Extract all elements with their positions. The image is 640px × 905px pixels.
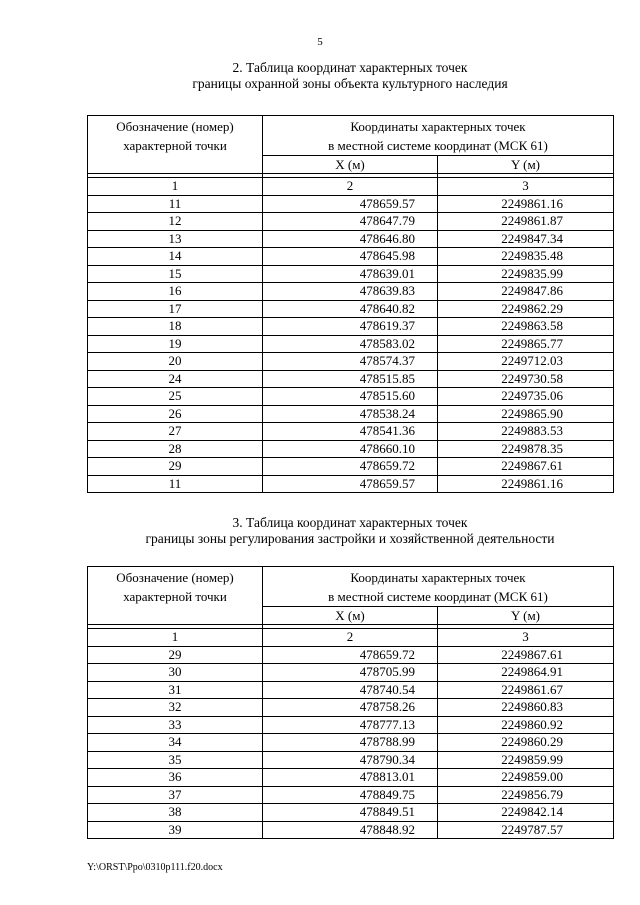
point-number: 33 xyxy=(88,716,263,734)
x-coordinate: 478639.83 xyxy=(263,283,438,301)
table-row xyxy=(88,423,614,441)
x-coordinate: 478705.99 xyxy=(263,664,438,682)
x-coordinate: 478777.13 xyxy=(263,716,438,734)
table-row xyxy=(88,388,614,406)
x-coordinate: 2 xyxy=(263,629,438,647)
page-number: 5 xyxy=(317,36,323,48)
point-number: 14 xyxy=(88,248,263,266)
x-coordinate: 478541.36 xyxy=(263,423,438,441)
table-row xyxy=(88,405,614,423)
y-coordinate: 2249735.06 xyxy=(438,388,614,406)
table2-header-y: Y (м) xyxy=(438,156,614,174)
table3-caption xyxy=(87,515,613,547)
table2-header-designation-line2: характерной точки xyxy=(123,138,227,153)
x-coordinate: 478647.79 xyxy=(263,213,438,231)
table-row xyxy=(88,734,614,752)
point-number: 24 xyxy=(88,370,263,388)
table-row xyxy=(88,195,614,213)
x-coordinate: 478758.26 xyxy=(263,699,438,717)
table-row xyxy=(88,769,614,787)
y-coordinate: 2249847.34 xyxy=(438,230,614,248)
x-coordinate: 478790.34 xyxy=(263,751,438,769)
point-number: 31 xyxy=(88,681,263,699)
y-coordinate: 2249712.03 xyxy=(438,353,614,371)
table-row xyxy=(88,646,614,664)
y-coordinate: 2249860.83 xyxy=(438,699,614,717)
x-coordinate: 478788.99 xyxy=(263,734,438,752)
table3-header-coordinates-line2: в местной системе координат (МСК 61) xyxy=(328,589,548,604)
point-number: 1 xyxy=(88,629,263,647)
y-coordinate: 2249861.87 xyxy=(438,213,614,231)
table-row xyxy=(88,248,614,266)
point-number: 26 xyxy=(88,405,263,423)
table3-caption-line2: границы зоны регулирования застройки и хозяйственной деятельности xyxy=(145,531,555,546)
y-coordinate: 2249861.16 xyxy=(438,195,614,213)
y-coordinate: 2249730.58 xyxy=(438,370,614,388)
x-coordinate: 478848.92 xyxy=(263,821,438,839)
table3-header-designation-line2: характерной точки xyxy=(123,589,227,604)
table2-header-designation xyxy=(88,116,263,174)
x-coordinate: 2 xyxy=(263,178,438,196)
x-coordinate: 478659.57 xyxy=(263,195,438,213)
y-coordinate: 2249860.29 xyxy=(438,734,614,752)
y-coordinate: 2249861.16 xyxy=(438,475,614,493)
x-coordinate: 478645.98 xyxy=(263,248,438,266)
point-number: 39 xyxy=(88,821,263,839)
table3-header-x: X (м) xyxy=(263,607,438,625)
y-coordinate: 2249867.61 xyxy=(438,646,614,664)
y-coordinate: 2249847.86 xyxy=(438,283,614,301)
table2-caption xyxy=(87,60,613,92)
y-coordinate: 3 xyxy=(438,629,614,647)
point-number: 28 xyxy=(88,440,263,458)
x-coordinate: 478740.54 xyxy=(263,681,438,699)
column-index-row xyxy=(88,629,614,647)
table3-header-designation-line1: Обозначение (номер) xyxy=(116,570,234,585)
table-row xyxy=(88,716,614,734)
table3-header-y: Y (м) xyxy=(438,607,614,625)
y-coordinate: 2249883.53 xyxy=(438,423,614,441)
x-coordinate: 478849.51 xyxy=(263,804,438,822)
table3-caption-line1: 3. Таблица координат характерных точек xyxy=(232,515,468,530)
table2-body xyxy=(88,178,614,493)
table2-coordinates xyxy=(87,115,614,493)
x-coordinate: 478515.60 xyxy=(263,388,438,406)
table-row xyxy=(88,699,614,717)
table-row xyxy=(88,458,614,476)
footer-file-path: Y:\ORST\Ppo\0310p111.f20.docx xyxy=(87,862,223,873)
table3-header-designation xyxy=(88,567,263,625)
column-index-row xyxy=(88,178,614,196)
x-coordinate: 478813.01 xyxy=(263,769,438,787)
y-coordinate: 2249862.29 xyxy=(438,300,614,318)
point-number: 16 xyxy=(88,283,263,301)
point-number: 11 xyxy=(88,195,263,213)
table-row xyxy=(88,370,614,388)
point-number: 36 xyxy=(88,769,263,787)
table2-header-coordinates-line2: в местной системе координат (МСК 61) xyxy=(328,138,548,153)
x-coordinate: 478646.80 xyxy=(263,230,438,248)
point-number: 37 xyxy=(88,786,263,804)
table3-header-coordinates xyxy=(263,567,614,607)
table2-header-coordinates xyxy=(263,116,614,156)
x-coordinate: 478639.01 xyxy=(263,265,438,283)
y-coordinate: 2249787.57 xyxy=(438,821,614,839)
y-coordinate: 2249863.58 xyxy=(438,318,614,336)
table3-coordinates xyxy=(87,566,614,839)
y-coordinate: 2249835.99 xyxy=(438,265,614,283)
table-row xyxy=(88,213,614,231)
table-row xyxy=(88,475,614,493)
y-coordinate: 2249861.67 xyxy=(438,681,614,699)
table-row xyxy=(88,681,614,699)
table-row xyxy=(88,821,614,839)
table-row xyxy=(88,751,614,769)
point-number: 1 xyxy=(88,178,263,196)
point-number: 27 xyxy=(88,423,263,441)
x-coordinate: 478659.72 xyxy=(263,458,438,476)
table-row xyxy=(88,318,614,336)
y-coordinate: 2249856.79 xyxy=(438,786,614,804)
table-row xyxy=(88,353,614,371)
table2-caption-line2: границы охранной зоны объекта культурного наследия xyxy=(192,76,508,91)
x-coordinate: 478849.75 xyxy=(263,786,438,804)
y-coordinate: 2249859.99 xyxy=(438,751,614,769)
x-coordinate: 478660.10 xyxy=(263,440,438,458)
y-coordinate: 2249835.48 xyxy=(438,248,614,266)
point-number: 20 xyxy=(88,353,263,371)
x-coordinate: 478659.72 xyxy=(263,646,438,664)
x-coordinate: 478640.82 xyxy=(263,300,438,318)
point-number: 35 xyxy=(88,751,263,769)
y-coordinate: 2249864.91 xyxy=(438,664,614,682)
table2-header-x: X (м) xyxy=(263,156,438,174)
table-row xyxy=(88,230,614,248)
x-coordinate: 478538.24 xyxy=(263,405,438,423)
point-number: 18 xyxy=(88,318,263,336)
table3-header-coordinates-line1: Координаты характерных точек xyxy=(350,570,526,585)
point-number: 13 xyxy=(88,230,263,248)
table2-header-designation-line1: Обозначение (номер) xyxy=(116,119,234,134)
table3-body xyxy=(88,629,614,839)
table2-header-coordinates-line1: Координаты характерных точек xyxy=(350,119,526,134)
point-number: 30 xyxy=(88,664,263,682)
y-coordinate: 2249860.92 xyxy=(438,716,614,734)
x-coordinate: 478619.37 xyxy=(263,318,438,336)
table2-caption-line1: 2. Таблица координат характерных точек xyxy=(232,60,468,75)
y-coordinate: 2249867.61 xyxy=(438,458,614,476)
table-row xyxy=(88,300,614,318)
x-coordinate: 478515.85 xyxy=(263,370,438,388)
y-coordinate: 2249865.90 xyxy=(438,405,614,423)
point-number: 25 xyxy=(88,388,263,406)
table-row xyxy=(88,335,614,353)
point-number: 34 xyxy=(88,734,263,752)
point-number: 29 xyxy=(88,458,263,476)
point-number: 15 xyxy=(88,265,263,283)
y-coordinate: 3 xyxy=(438,178,614,196)
table-row xyxy=(88,664,614,682)
table-row xyxy=(88,786,614,804)
point-number: 12 xyxy=(88,213,263,231)
y-coordinate: 2249859.00 xyxy=(438,769,614,787)
point-number: 29 xyxy=(88,646,263,664)
table-row xyxy=(88,265,614,283)
table-row xyxy=(88,440,614,458)
point-number: 19 xyxy=(88,335,263,353)
y-coordinate: 2249865.77 xyxy=(438,335,614,353)
point-number: 11 xyxy=(88,475,263,493)
table-row xyxy=(88,804,614,822)
x-coordinate: 478574.37 xyxy=(263,353,438,371)
y-coordinate: 2249842.14 xyxy=(438,804,614,822)
x-coordinate: 478659.57 xyxy=(263,475,438,493)
point-number: 17 xyxy=(88,300,263,318)
table-row xyxy=(88,283,614,301)
x-coordinate: 478583.02 xyxy=(263,335,438,353)
point-number: 32 xyxy=(88,699,263,717)
y-coordinate: 2249878.35 xyxy=(438,440,614,458)
point-number: 38 xyxy=(88,804,263,822)
